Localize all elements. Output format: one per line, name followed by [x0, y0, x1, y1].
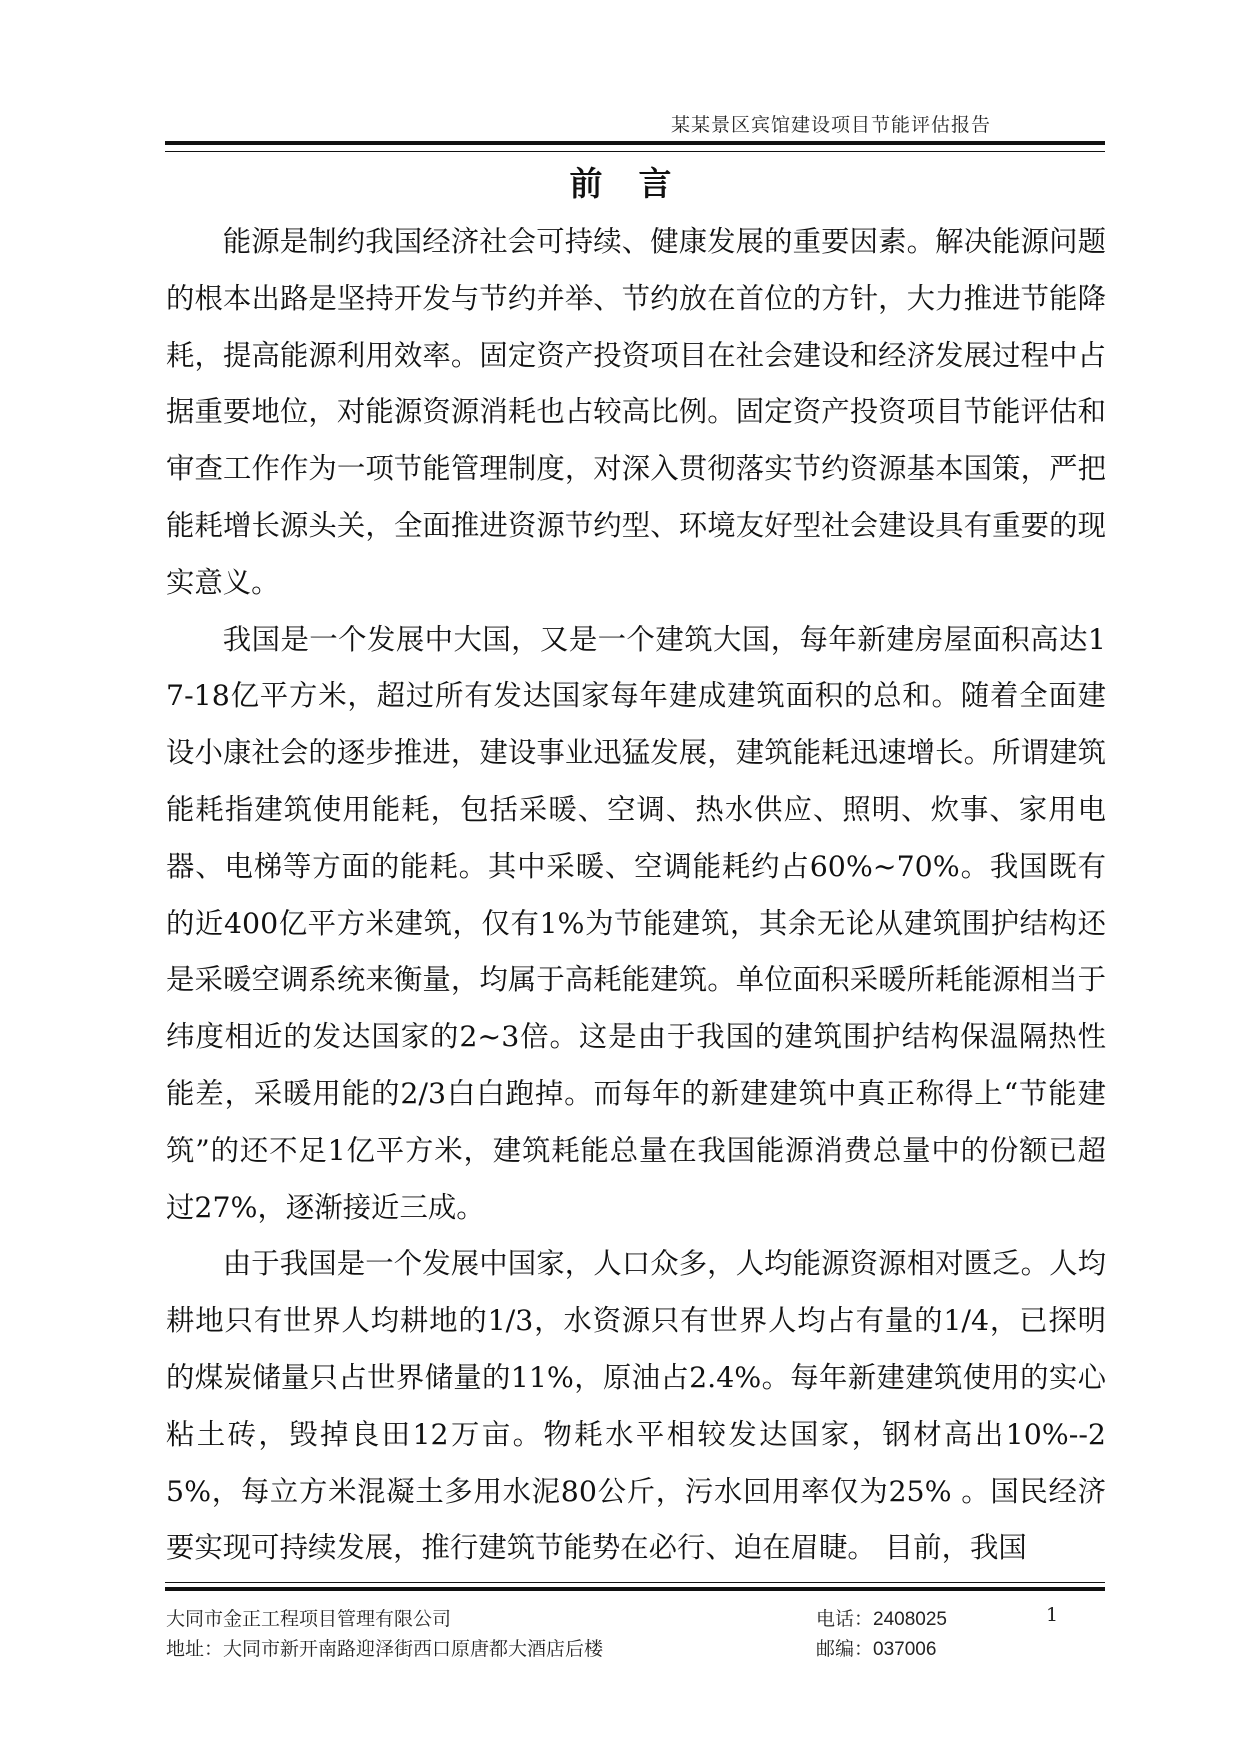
footer-rule-thin: [165, 1582, 1105, 1583]
page-title: 前言: [569, 164, 708, 203]
paragraph-3: 由于我国是一个发展中国家，人口众多，人均能源资源相对匮乏。人均耕地只有世界人均耕地的1/3，水资源只有世界人均占有量的1/4，已探明的煤炭储量只占世界储量的11%，原油占2.4%。每年新建建筑使用的实心粘土砖，毁掉良田12万亩。物耗水平相较发达国家，钢材高出10%--25%，每立方米混凝土多用水泥80公斤，污水回用率仅为25% 。国民经济要实现可持续发展，推行建筑节能势在必行、迫在眉睫。 目前，我国: [166, 1247, 1106, 1565]
footer-company: 大同市金正工程项目管理有限公司: [166, 1608, 452, 1630]
footer-address: 地址：大同市新开南路迎泽街西口原唐都大酒店后楼: [166, 1638, 604, 1660]
footer-phone: 电话：2408025: [816, 1609, 947, 1630]
header-title: 某某景区宾馆建设项目节能评估报告: [670, 114, 991, 136]
header-rule-thin: [165, 151, 1105, 152]
body-text: [166, 214, 1106, 1577]
paragraph-1: 能源是制约我国经济社会可持续、健康发展的重要因素。解决能源问题的根本出路是坚持开发与节约并举、节约放在首位的方针，大力推进节能降耗，提高能源利用效率。固定资产投资项目在社会建设和经济发展过程中占据重要地位，对能源资源消耗也占较高比例。固定资产投资项目节能评估和审查工作作为一项节能管理制度，对深入贯彻落实节约资源基本国策，严把能耗增长源头关，全面推进资源节约型、环境友好型社会建设具有重要的现实意义。: [166, 225, 1106, 599]
page-number: 1: [1046, 1604, 1059, 1626]
paragraph-2: 我国是一个发展中大国，又是一个建筑大国，每年新建房屋面积高达17-18亿平方米，超过所有发达国家每年建成建筑面积的总和。随着全面建设小康社会的逐步推进，建设事业迅猛发展，建筑能耗迅速增长。所谓建筑能耗指建筑使用能耗，包括采暖、空调、热水供应、照明、炊事、家用电器、电梯等方面的能耗。其中采暖、空调能耗约占60%~70%。我国既有的近400亿平方米建筑，仅有1%为节能建筑，其余无论从建筑围护结构还是采暖空调系统来衡量，均属于高耗能建筑。单位面积采暖所耗能源相当于纬度相近的发达国家的2~3倍。这是由于我国的建筑围护结构保温隔热性能差，采暖用能的2/3白白跑掉。而每年的新建建筑中真正称得上“节能建筑”的还不足1亿平方米，建筑耗能总量在我国能源消费总量中的份额已超过27%，逐渐接近三成。: [166, 622, 1106, 1224]
header-rule-thick: [165, 141, 1105, 145]
footer-rule-thick: [165, 1587, 1105, 1591]
footer-postcode: 邮编：037006: [816, 1639, 937, 1660]
